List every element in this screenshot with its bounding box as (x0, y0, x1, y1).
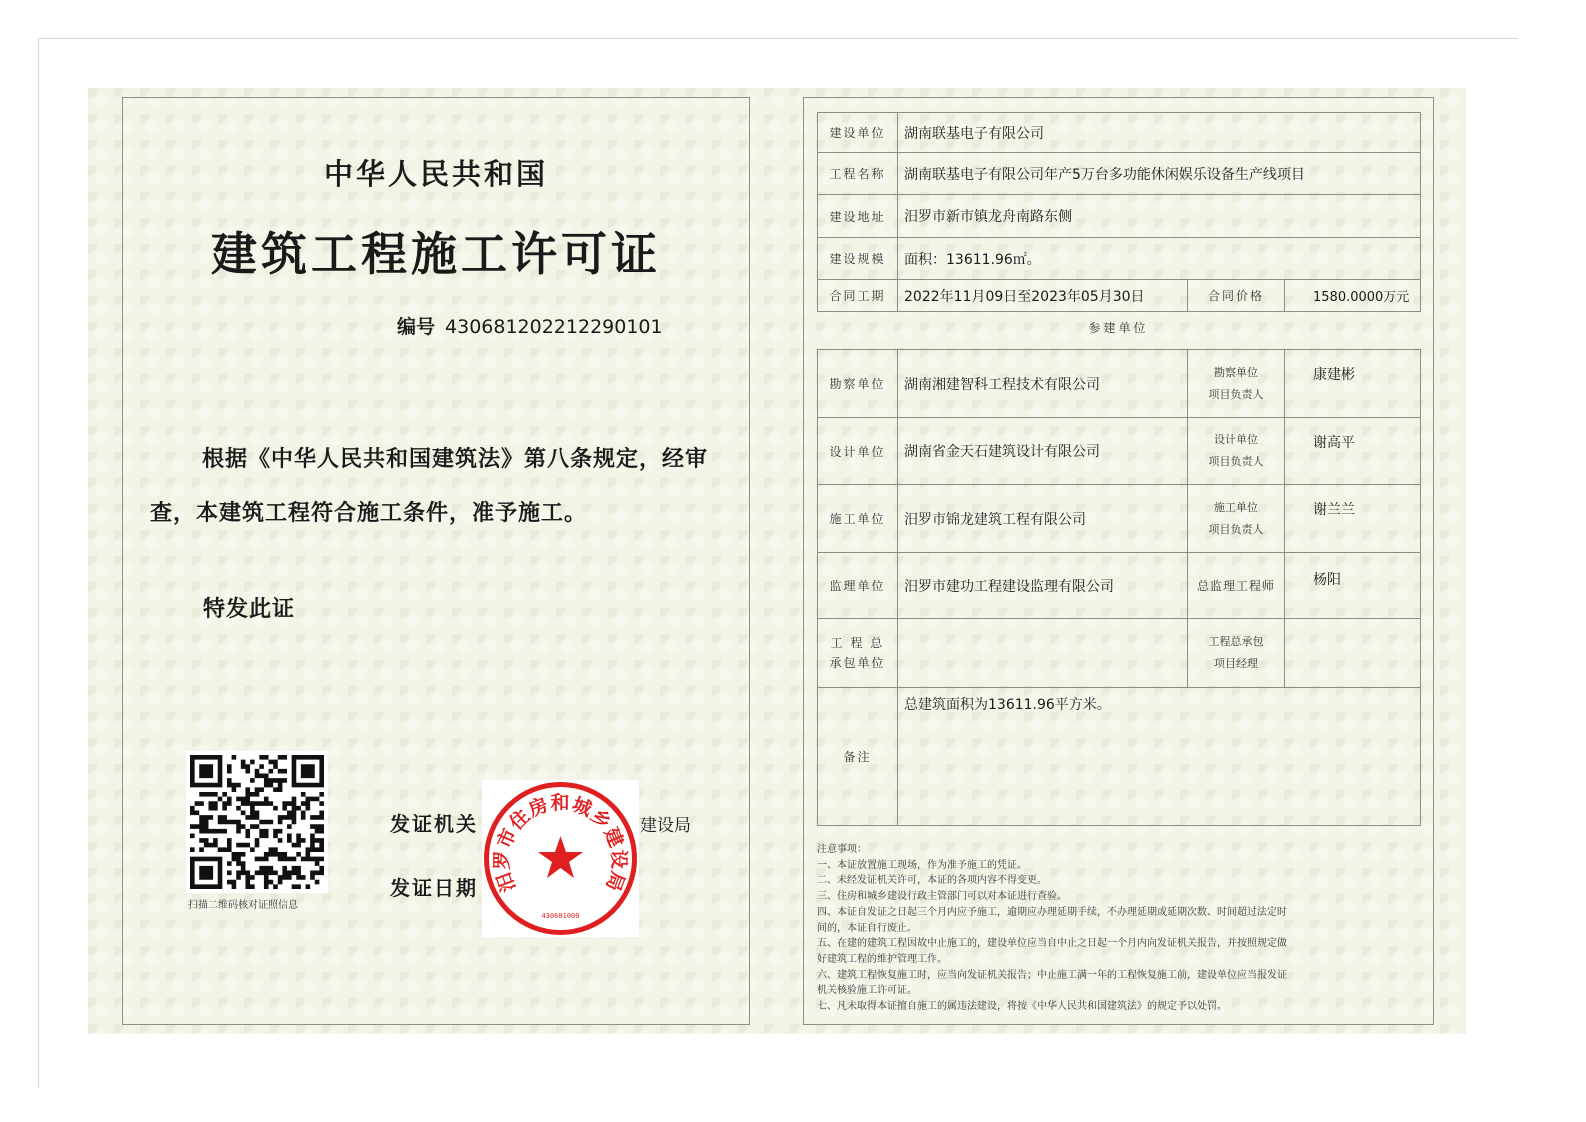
special-issue-text: 特发此证 (203, 596, 296, 622)
svg-text:430681000: 430681000 (541, 912, 580, 920)
survey-unit-value: 湖南湘建智科工程技术有限公司 (898, 350, 1188, 418)
construction-unit-label: 施工单位 (818, 485, 898, 553)
remarks-row (818, 688, 1421, 826)
note-line: 五、在建的建筑工程因故中止施工的，建设单位应当自中止之日起一个月内向发证机关报告，并按照规定做 (817, 938, 1287, 950)
issue-date-label: 发证日期 (390, 876, 478, 900)
participant-row-construction (818, 485, 1421, 553)
participant-row-survey (818, 350, 1421, 418)
construction-role-label: 施工单位 项目负责人 (1188, 485, 1285, 553)
design-unit-value: 湖南省金天石建筑设计有限公司 (898, 418, 1188, 485)
certificate-body-text: 根据《中华人民共和国建筑法》第八条规定，经审查，本建筑工程符合施工条件，准予施工。 (150, 446, 709, 526)
note-line: 六、建筑工程恢复施工时，应当向发证机关报告；中止施工满一年的工程恢复施工前，建设单位应当报发证 (817, 969, 1287, 981)
participants-table (817, 349, 1421, 826)
survey-role-label: 勘察单位 项目负责人 (1188, 350, 1285, 418)
note-line: 好建筑工程的维护管理工作。 (817, 953, 947, 965)
construction-person: 谢兰兰 (1285, 485, 1421, 553)
supervision-person: 杨阳 (1285, 553, 1421, 619)
qr-caption: 扫描二维码核对证照信息 (188, 900, 298, 911)
notes-title: 注意事项： (817, 844, 867, 855)
scale-value: 面积：13611.96㎡。 (898, 238, 1421, 280)
general-contractor-role-label: 工程总承包 项目经理 (1188, 619, 1285, 688)
participant-row-general-contractor (818, 619, 1421, 688)
participant-row-design (818, 418, 1421, 485)
construction-unit-value: 汨罗市锦龙建筑工程有限公司 (898, 485, 1188, 553)
design-role-label: 设计单位 项目负责人 (1188, 418, 1285, 485)
note-line: 三、住房和城乡建设行政主管部门可以对本证进行查验。 (817, 891, 1067, 903)
remarks-value: 总建筑面积为13611.96平方米。 (898, 688, 1421, 826)
participants-section-title: 参建单位 (1088, 321, 1149, 335)
general-contractor-person (1285, 619, 1421, 688)
design-person: 谢高平 (1285, 418, 1421, 485)
certificate-number: 430681202212290101 (445, 316, 663, 338)
note-line: 一、本证放置施工现场，作为准予施工的凭证。 (817, 859, 1027, 871)
certificate-title: 建筑工程施工许可证 (211, 227, 661, 281)
builder-label: 建设单位 (818, 113, 898, 153)
supervision-unit-value: 汨罗市建功工程建设监理有限公司 (898, 553, 1188, 619)
official-seal (482, 780, 639, 937)
survey-unit-label: 勘察单位 (818, 350, 898, 418)
country-title: 中华人民共和国 (323, 157, 548, 191)
note-line: 机关核验施工许可证。 (817, 985, 917, 997)
supervision-role-label: 总监理工程师 (1188, 553, 1285, 619)
qr-code[interactable] (186, 751, 328, 893)
issuer-value: 建设局 (640, 816, 691, 836)
note-line: 间的，本证自行废止。 (817, 922, 917, 934)
participant-row-supervision (818, 553, 1421, 619)
number-label: 编号 (397, 316, 436, 338)
page-left-rule (38, 38, 39, 1088)
issuer-label: 发证机关 (390, 812, 478, 836)
period-label: 合同工期 (818, 280, 898, 312)
svg-text:汨罗市住房和城乡建设局: 汨罗市住房和城乡建设局 (491, 792, 630, 895)
general-contractor-value (898, 619, 1188, 688)
survey-person: 康建彬 (1285, 350, 1421, 418)
page-top-rule (38, 38, 1518, 39)
period-value: 2022年11月09日至2023年05月30日 (898, 280, 1188, 312)
general-contractor-label: 工 程 总 承包单位 (818, 619, 898, 688)
note-line: 二、未经发证机关许可，本证的各项内容不得变更。 (817, 875, 1047, 887)
note-line: 四、本证自发证之日起三个月内应予施工，逾期应办理延期手续，不办理延期或延期次数、时间超过法定时 (817, 906, 1287, 918)
price-label: 合同价格 (1188, 280, 1285, 312)
address-value: 汨罗市新市镇龙舟南路东侧 (898, 195, 1421, 238)
builder-value: 湖南联基电子有限公司 (898, 113, 1421, 153)
project-info-table (817, 112, 1421, 312)
design-unit-label: 设计单位 (818, 418, 898, 485)
project-name-value: 湖南联基电子有限公司年产5万台多功能休闲娱乐设备生产线项目 (898, 153, 1421, 195)
notes-section (817, 842, 1423, 1015)
remarks-label: 备注 (818, 688, 898, 826)
address-label: 建设地址 (818, 195, 898, 238)
certificate-number-row (397, 312, 663, 339)
project-name-label: 工程名称 (818, 153, 898, 195)
note-line: 七、凡未取得本证擅自施工的属违法建设，将按《中华人民共和国建筑法》的规定予以处罚。 (817, 1001, 1227, 1013)
price-value: 1580.0000万元 (1285, 280, 1421, 312)
scale-label: 建设规模 (818, 238, 898, 280)
supervision-unit-label: 监理单位 (818, 553, 898, 619)
